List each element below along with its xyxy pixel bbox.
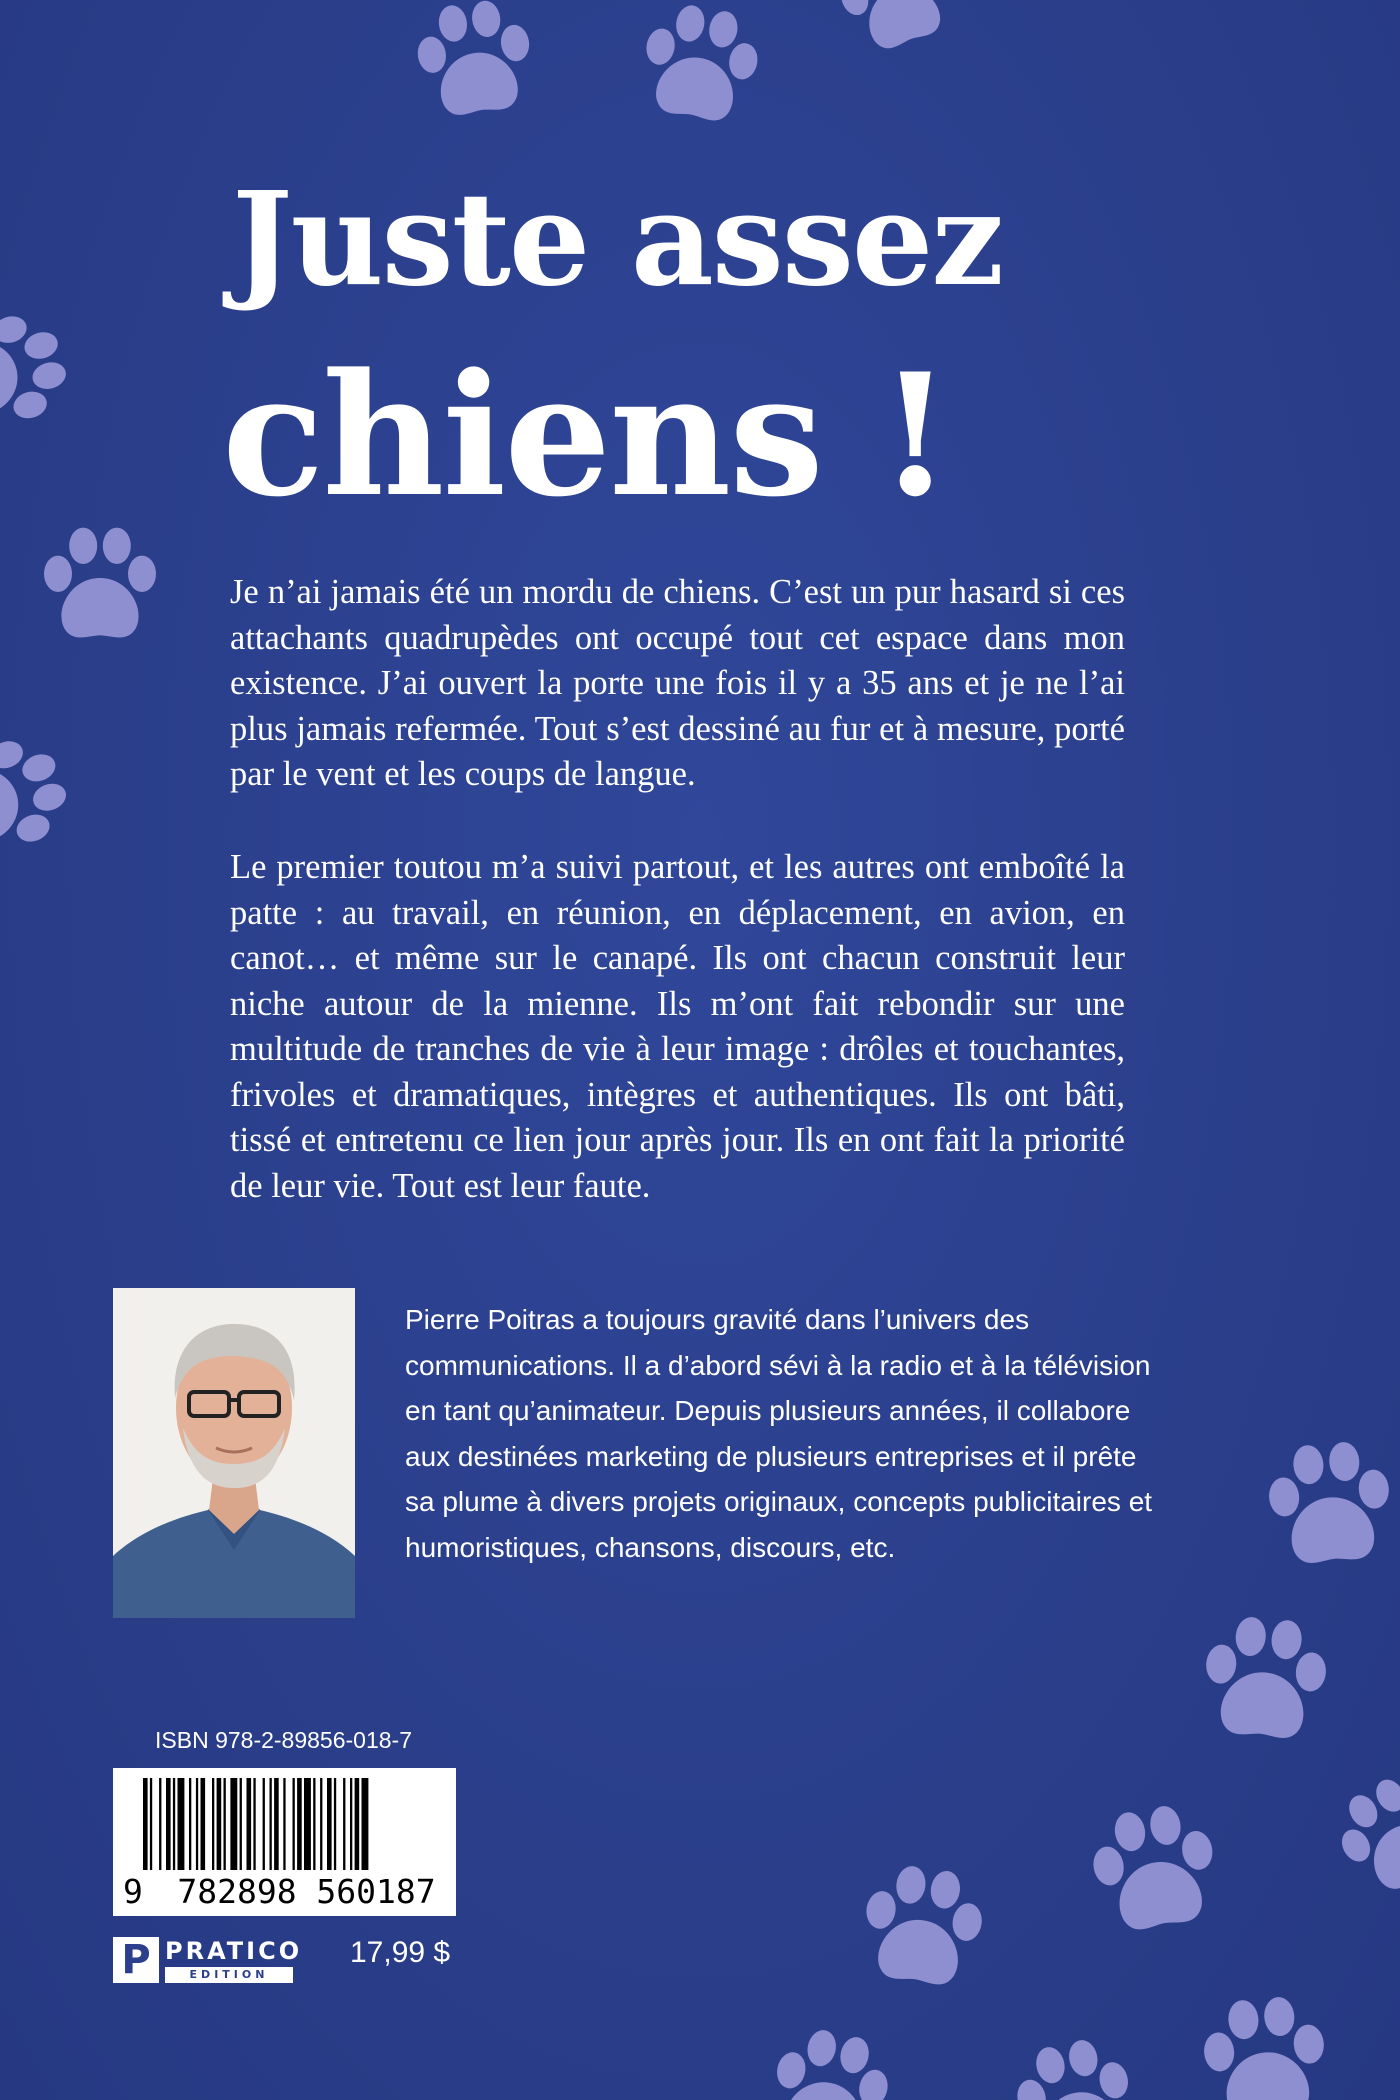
publisher-sub: EDITION bbox=[165, 1967, 293, 1983]
paw-print-icon bbox=[747, 2007, 913, 2100]
paw-print-icon bbox=[1249, 1424, 1400, 1587]
barcode-first-digit: 9 bbox=[123, 1872, 143, 1911]
paw-print-icon bbox=[30, 515, 170, 655]
author-bio: Pierre Poitras a toujours gravité dans l’univers des communications. Il a d’abord sévi à la radio et à la télévision en tant qu’animateur. Depuis plusieurs années, il collabore aux destinées marketing de plusieurs entreprises et il prête sa plume à divers projets originaux, concepts publicitaires et humoristiques, chansons, discours, etc. bbox=[405, 1304, 1153, 1563]
blurb-paragraph-1: Je n’ai jamais été un mordu de chiens. C’est un pur hasard si ces attachants quadrupèdes ont occupé tout cet espace dans mon existence. J’ai ouvert la porte une fois il y a 35 ans et je ne l’ai plus jamais refermée. Tout s’est dessiné au fur et à mesure, porté par le vent et les coups de langue. bbox=[230, 573, 1125, 793]
paw-print-icon bbox=[1306, 1746, 1400, 1924]
author-photo bbox=[113, 1288, 355, 1618]
paw-print-icon bbox=[1184, 1599, 1347, 1762]
blurb-paragraph-2: Le premier toutou m’a suivi partout, et les autres ont emboîté la patte : au travail, en réunion, en déplacement, en avion, en canot… et même sur le canapé. Ils ont chacun construit leur niche autour de la mienne. Ils m’ont fait rebondir sur une multitude de tranches de vie à leur image : drôles et touchantes, frivoles et dramatiques, intègres et authentiques. Ils ont bâti, tissé et entretenu ce lien jour après jour. Ils en ont fait la priorité de leur vie. Tout est leur faute. bbox=[230, 848, 1125, 1205]
paw-print-icon bbox=[1068, 1783, 1242, 1957]
publisher-logo bbox=[113, 1937, 303, 1983]
book-title-line1: Juste assez bbox=[232, 165, 1002, 315]
paw-print-icon bbox=[396, 0, 554, 139]
paw-print-icon bbox=[1184, 1979, 1347, 2100]
author-portrait-icon bbox=[113, 1288, 355, 1618]
publisher-name: PRATICO bbox=[165, 1937, 303, 1965]
barcode bbox=[113, 1768, 456, 1916]
paw-print-icon bbox=[619, 0, 781, 146]
paw-print-icon bbox=[0, 712, 93, 879]
book-title-line2: chiens ! bbox=[222, 336, 951, 534]
paw-print-icon bbox=[812, 0, 979, 78]
publisher-logo-mark: P bbox=[113, 1937, 159, 1983]
paw-print-icon bbox=[992, 2017, 1158, 2100]
isbn-label: ISBN 978-2-89856-018-7 bbox=[155, 1727, 412, 1753]
paw-print-icon bbox=[0, 290, 90, 449]
paw-print-icon bbox=[841, 1846, 1005, 2010]
price: 17,99 $ bbox=[350, 1936, 451, 1969]
barcode-digits: 782898 560187 bbox=[177, 1872, 436, 1911]
